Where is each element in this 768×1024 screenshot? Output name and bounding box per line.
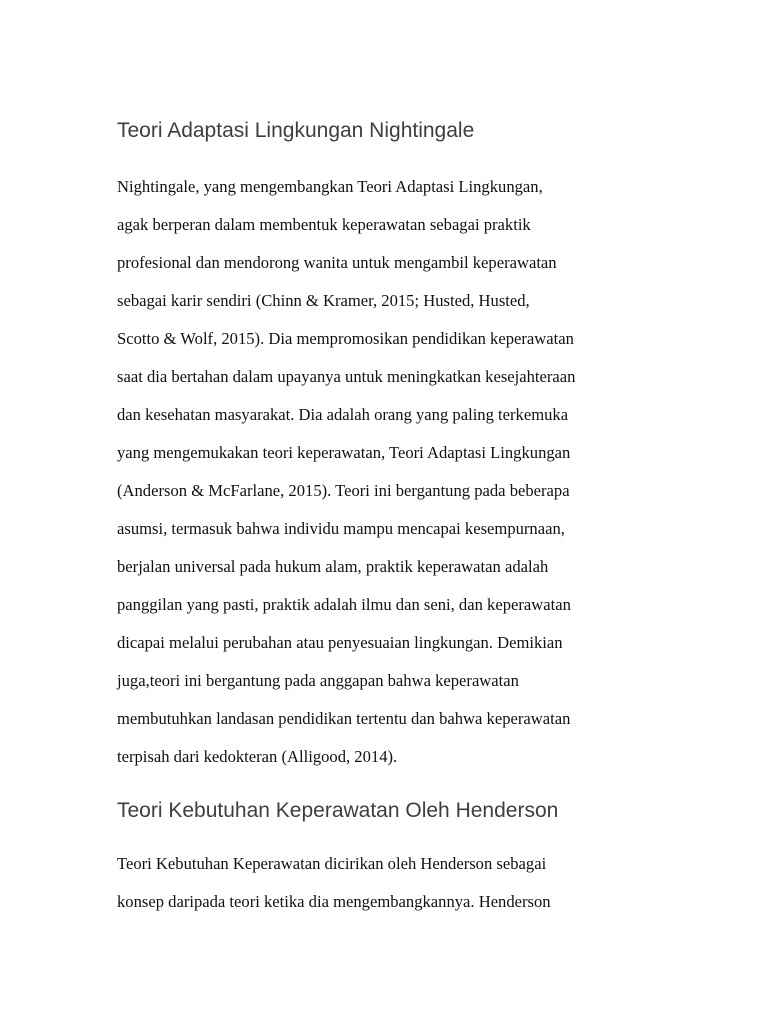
paragraph-line: yang mengemukakan teori keperawatan, Teori Adaptasi Lingkungan	[117, 443, 571, 462]
paragraph-line: agak berperan dalam membentuk keperawatan sebagai praktik	[117, 215, 531, 234]
paragraph-henderson	[117, 853, 657, 929]
paragraph-line: (Anderson & McFarlane, 2015). Teori ini bergantung pada beberapa	[117, 481, 570, 500]
paragraph-line: sebagai karir sendiri (Chinn & Kramer, 2015; Husted, Husted,	[117, 291, 530, 310]
paragraph-line: saat dia bertahan dalam upayanya untuk meningkatkan kesejahteraan	[117, 367, 576, 386]
paragraph-line: berjalan universal pada hukum alam, praktik keperawatan adalah	[117, 557, 549, 576]
paragraph-line: profesional dan mendorong wanita untuk mengambil keperawatan	[117, 253, 557, 272]
paragraph-nightingale	[117, 176, 657, 784]
paragraph-line: asumsi, termasuk bahwa individu mampu mencapai kesempurnaan,	[117, 519, 565, 538]
paragraph-line: membutuhkan landasan pendidikan tertentu dan bahwa keperawatan	[117, 709, 571, 728]
paragraph-line: Nightingale, yang mengembangkan Teori Adaptasi Lingkungan,	[117, 177, 543, 196]
section-heading-henderson: Teori Kebutuhan Keperawatan Oleh Henderson	[117, 799, 559, 822]
paragraph-line: Scotto & Wolf, 2015). Dia mempromosikan pendidikan keperawatan	[117, 329, 574, 348]
paragraph-line: juga,teori ini bergantung pada anggapan bahwa keperawatan	[117, 671, 519, 690]
paragraph-line: konsep daripada teori ketika dia mengembangkannya. Henderson	[117, 892, 551, 911]
paragraph-line: Teori Kebutuhan Keperawatan dicirikan oleh Henderson sebagai	[117, 854, 547, 873]
paragraph-line: dicapai melalui perubahan atau penyesuaian lingkungan. Demikian	[117, 633, 563, 652]
paragraph-line: dan kesehatan masyarakat. Dia adalah orang yang paling terkemuka	[117, 405, 569, 424]
paragraph-line: panggilan yang pasti, praktik adalah ilmu dan seni, dan keperawatan	[117, 595, 571, 614]
paragraph-line: terpisah dari kedokteran (Alligood, 2014).	[117, 747, 398, 766]
section-heading-nightingale: Teori Adaptasi Lingkungan Nightingale	[117, 119, 475, 142]
